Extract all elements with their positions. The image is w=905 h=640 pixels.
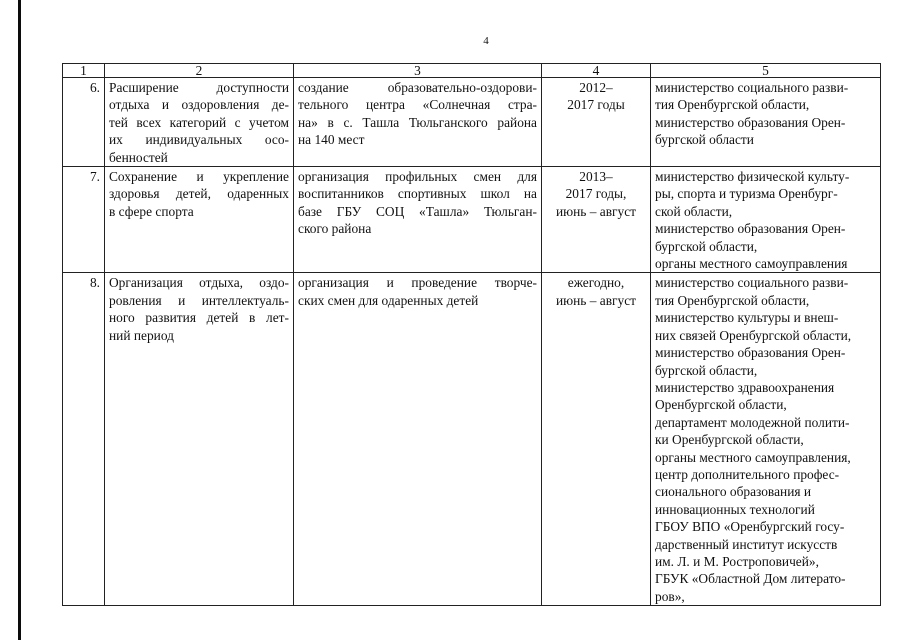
responsible-line: министерство социального разви- <box>655 80 849 95</box>
activity-line: в сфере спорта <box>109 203 194 219</box>
responsible-line: бургской области, <box>655 238 758 254</box>
responsible-line: тия Оренбургской области, <box>655 97 810 113</box>
responsible-line: министерство здравоохранения <box>655 379 835 395</box>
period-line: июнь – август <box>555 203 637 219</box>
responsible-cell <box>651 167 881 273</box>
content-line: ского района <box>298 221 372 237</box>
activity-line: Сохранение и укрепление <box>109 169 289 185</box>
activity-line: ровления и интеллектуаль- <box>109 292 289 308</box>
activity-line: бенностей <box>109 149 168 165</box>
responsible-line: ки Оренбургской области, <box>655 432 804 448</box>
responsible-line: ской области, <box>655 203 733 219</box>
content-line: создание образовательно-оздорови- <box>298 80 537 95</box>
content-line: воспитанников спортивных школ на <box>298 186 537 202</box>
content-cell <box>294 167 542 273</box>
responsible-line: дарственный институт искусств <box>655 536 838 552</box>
activity-line: ний период <box>109 327 174 343</box>
activity-line: ного развития детей в лет- <box>109 310 289 326</box>
activity-cell <box>105 273 294 606</box>
period-cell <box>542 78 651 167</box>
table-row <box>63 273 881 606</box>
period-line: 2013– <box>579 169 613 185</box>
responsible-line: министерство культуры и внеш- <box>655 310 839 326</box>
header-col-2: 2 <box>105 64 294 78</box>
responsible-cell <box>651 273 881 606</box>
period-line: ежегодно, <box>567 275 625 291</box>
responsible-line: центр дополнительного профес- <box>655 466 840 482</box>
responsible-line: тия Оренбургской области, <box>655 292 810 308</box>
activity-line: тей всех категорий с учетом <box>109 114 289 130</box>
responsible-line: органы местного самоуправления <box>655 256 848 272</box>
period-cell <box>542 273 651 606</box>
scan-edge-shadow <box>18 0 21 640</box>
period-line: 2012– <box>579 80 613 95</box>
content-line: базе ГБУ СОЦ «Ташла» Тюльган- <box>298 203 537 219</box>
row-number-cell: 6. <box>63 78 105 167</box>
activity-line: здоровья детей, одаренных <box>109 186 289 202</box>
content-line: организация и проведение творче- <box>298 275 537 291</box>
header-col-3: 3 <box>294 64 542 78</box>
responsible-line: инновационных технологий <box>655 501 815 517</box>
responsible-line: бургской области <box>655 132 754 148</box>
responsible-line: ГБОУ ВПО «Оренбургский госу- <box>655 519 845 535</box>
activity-cell <box>105 78 294 167</box>
content-line: тельного центра «Солнечная стра- <box>298 97 537 113</box>
responsible-line: департамент молодежной полити- <box>655 414 850 430</box>
responsible-cell <box>651 78 881 167</box>
header-row <box>63 64 881 78</box>
responsible-line: министерство физической культу- <box>655 169 850 185</box>
page-number: 4 <box>483 35 489 47</box>
activity-line: их индивидуальных осо- <box>109 132 289 148</box>
period-cell <box>542 167 651 273</box>
activity-line: Организация отдыха, оздо- <box>109 275 289 291</box>
measures-table <box>62 63 881 606</box>
period-line: 2017 годы <box>567 97 625 113</box>
responsible-line: им. Л. и М. Ростроповичей», <box>655 553 819 569</box>
responsible-line: ры, спорта и туризма Оренбург- <box>655 186 838 202</box>
activity-line: Расширение доступности <box>109 80 289 95</box>
period-line: июнь – август <box>555 292 637 308</box>
table-row <box>63 167 881 273</box>
responsible-line: бургской области, <box>655 362 758 378</box>
content-line: организация профильных смен для <box>298 169 537 185</box>
responsible-line: них связей Оренбургской области, <box>655 327 852 343</box>
responsible-line: сионального образования и <box>655 484 812 500</box>
header-col-1: 1 <box>63 64 105 78</box>
responsible-line: ров», <box>655 588 685 604</box>
activity-cell <box>105 167 294 273</box>
content-line: на 140 мест <box>298 132 365 148</box>
responsible-line: министерство социального разви- <box>655 275 849 291</box>
period-line: 2017 годы, <box>565 186 627 202</box>
header-col-5: 5 <box>651 64 881 78</box>
content-cell <box>294 78 542 167</box>
row-number-cell: 7. <box>63 167 105 273</box>
content-line: ских смен для одаренных детей <box>298 292 479 308</box>
row-number-cell: 8. <box>63 273 105 606</box>
responsible-line: министерство образования Орен- <box>655 114 846 130</box>
responsible-line: органы местного самоуправления, <box>655 449 851 465</box>
responsible-line: Оренбургской области, <box>655 397 787 413</box>
table-row <box>63 78 881 167</box>
content-line: на» в с. Ташла Тюльганского района <box>298 114 537 130</box>
responsible-line: ГБУК «Областной Дом литерато- <box>655 571 846 587</box>
responsible-line: министерство образования Орен- <box>655 345 846 361</box>
content-cell <box>294 273 542 606</box>
activity-line: отдыха и оздоровления де- <box>109 97 289 113</box>
header-col-4: 4 <box>542 64 651 78</box>
responsible-line: министерство образования Орен- <box>655 221 846 237</box>
